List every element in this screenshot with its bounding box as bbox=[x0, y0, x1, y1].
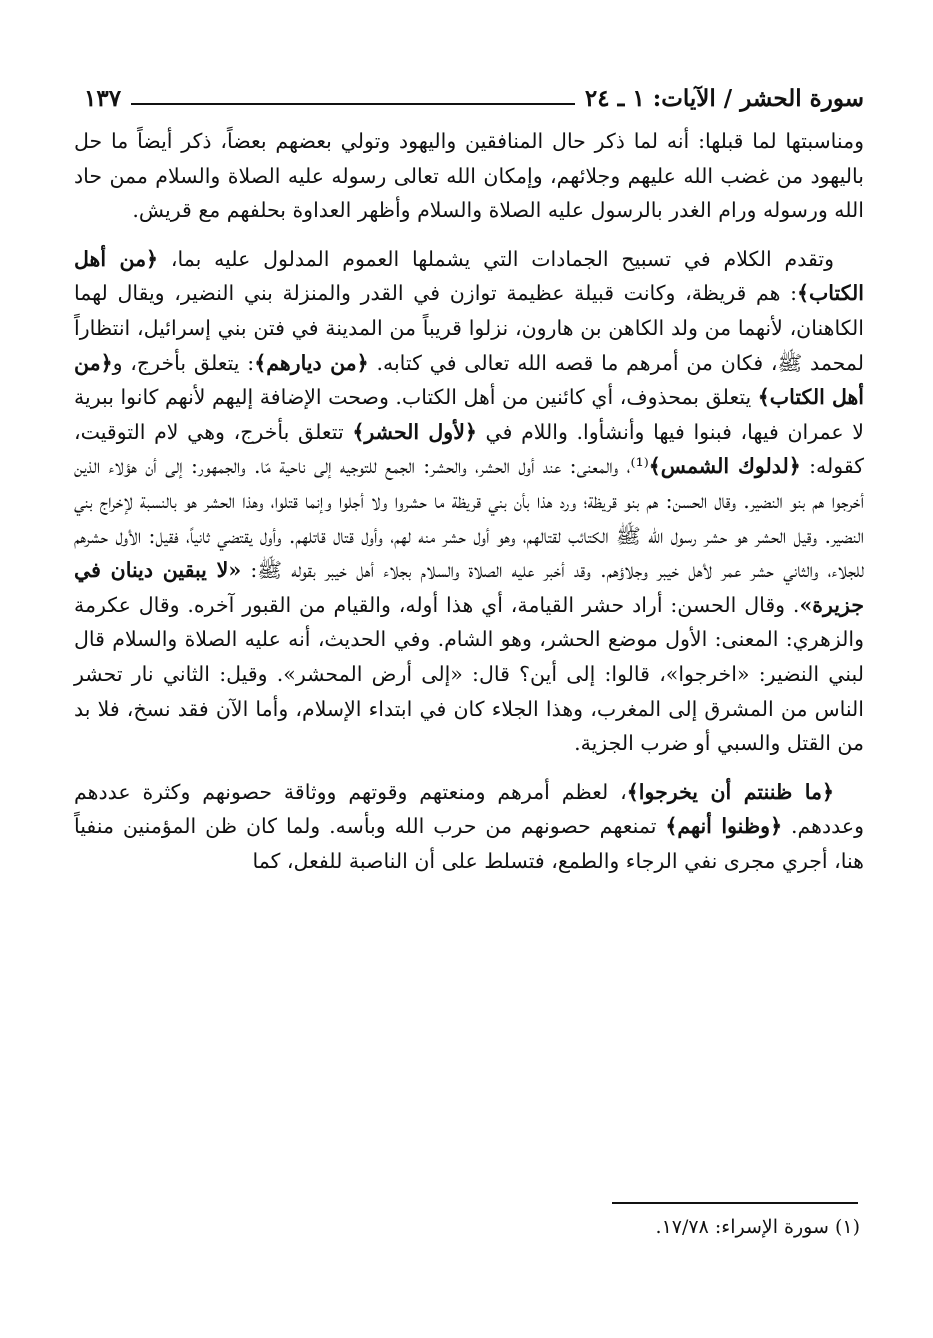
paragraph bbox=[74, 124, 864, 228]
quoted-verse: ﴿لدلوك الشمس﴾ bbox=[648, 454, 801, 479]
text-run: تمنعهم حصونهم من حرب الله وبأسه. ولما كان ظن المؤمنين منفياً هنا، أجري مجرى نفي الرجاء والطمع، فتسلط على أن الناصبة للفعل، كما bbox=[74, 814, 864, 873]
text-run: ، لعظم أمرهم ومنعتهم وقوتهم ووثاقة حصونهم وكثرة عددهم وعددهم. bbox=[74, 779, 865, 839]
paragraph bbox=[74, 775, 864, 879]
quoted-verse: ﴿لأول الحشر﴾ bbox=[352, 419, 477, 444]
header-rule bbox=[131, 103, 575, 105]
text-run: : يتعلق بأخرج، و bbox=[112, 350, 255, 375]
text-run: ومناسبتها لما قبلها: أنه لما ذكر حال المنافقين واليهود وتولي بعضهم بعضاً، ذكر أيضاً ما حل باليهود من غضب الله عليهم وجلائهم، وإمكان الله تعالى رسوله عليه الصلاة والسلام ممن حاد الله ورسوله ورام الغدر بالرسول عليه الصلاة والسلام وأظهر العداوة بحلفهم مع قريش. bbox=[74, 129, 864, 223]
footnote-separator bbox=[612, 1202, 858, 1204]
quoted-verse: ﴿من أهل الكتاب﴾ bbox=[74, 246, 864, 306]
text-run: تتعلق بأخرج، وهي لام التوقيت، كقوله: bbox=[74, 419, 864, 479]
text-run: وتقدم الكلام في تسبيح الجمادات التي يشملها العموم المدلول عليه بما، bbox=[158, 246, 834, 271]
footnote: (١) سورة الإسراء: ١٧/٧٨. bbox=[655, 1216, 860, 1238]
quoted-verse: ﴿ما ظننتم أن يخرجوا﴾ bbox=[626, 779, 834, 804]
text-run: يتعلق بمحذوف، أي كائنين من أهل الكتاب. وصحت الإضافة إليهم لأنهم كانوا ببرية لا عمران فيها، فبنوا فيها وأنشأوا. واللام في bbox=[74, 385, 864, 444]
page-number: ١٣٧ bbox=[84, 85, 122, 112]
text-run: : هم قريظة، وكانت قبيلة عظيمة توازن في القدر والمنزلة بني النضير، ويقال لهما الكاهنان، لأنهما من ولد الكاهن بن هارون، نزلوا قريباً من المدينة في فتن بني إسرائيل، انتظاراً لمحمد ﷺ، فكان من أمرهم ما قصه الله تعالى في كتابه. bbox=[74, 281, 865, 375]
quoted-verse: ﴿من ديارهم﴾ bbox=[254, 350, 369, 375]
quoted-verse: ﴿من أهل الكتاب﴾ bbox=[74, 350, 864, 410]
paragraph bbox=[74, 242, 864, 761]
quoted-verse: «لا يبقين دينان في جزيرة» bbox=[74, 558, 864, 617]
text-run: . وقال الحسن: أراد حشر القيامة، أي هذا أوله، والقيام من القبور آخره. وقال عكرمة والزهري: المعنى: الأول موضع الحشر، وهو الشام. وفي الحديث، أنه عليه الصلاة والسلام قال لبني النضير: «اخرجوا»، قالوا: إلى أين؟ قال: «إلى أرض المحشر». وقيل: الثاني نار تحشر الناس من المشرق إلى المغرب، وهذا الجلاء كان في ابتداء الإسلام، وأما الآن فقد نسخ، فلا بد من القتل والسبي أو ضرب الجزية. bbox=[74, 592, 864, 756]
text-run: ⁽¹⁾، والمعنى: عند أول الحشر، والحشر: الجمع للتوجيه إلى ناحية مّا. والجمهور: إلى أن هؤلاء الذين أخرجوا هم بنو النضير. وقال الحسن: هم بنو قريظة؛ ورد هذا بأن بني قريظة ما حشروا ولا أجلوا وإنما قتلوا، وهذا الحشر هو بالنسبة لإخراج بني النضير. وقيل الحشر هو حشر رسول الله ﷺ الكتائب لقتالهم، وهو أول حشر منه لهم، وأول قتال قاتلهم. وأول يقتضي ثانياً، فقيل: الأول حشرهم للجلاء، والثاني حشر عمر لأهل خيبر وجلاؤهم. وقد أخبر عليه الصلاة والسلام بجلاء أهل خيبر بقوله ﷺ: bbox=[74, 454, 864, 583]
body-text bbox=[74, 124, 864, 878]
running-header bbox=[84, 74, 864, 112]
quoted-verse: ﴿وظنوا أنهم﴾ bbox=[665, 814, 783, 839]
header-title: سورة الحشر / الآيات: ١ ـ ٢٤ bbox=[584, 85, 864, 112]
